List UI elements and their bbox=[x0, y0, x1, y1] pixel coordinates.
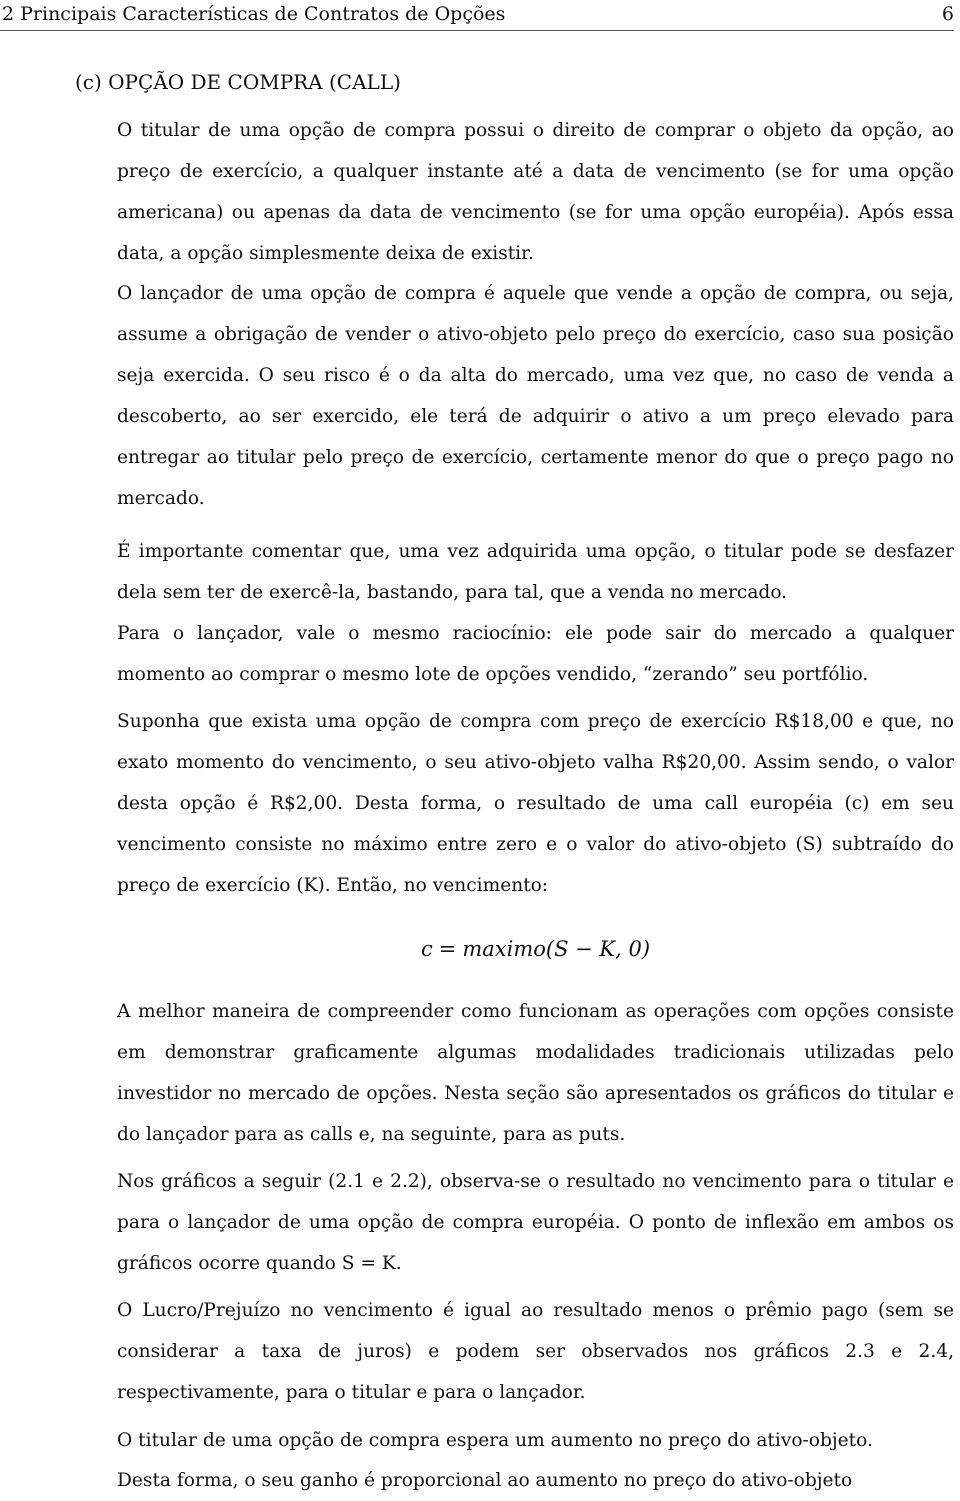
paragraph-profit-loss: O Lucro/Prejuízo no vencimento é igual ao resultado menos o prêmio pago (sem se considerar a taxa de juros) e podem ser observados nos gráficos 2.3 e 2.4, respectivamente, para o titular e para o lançador. bbox=[117, 1300, 954, 1403]
paragraph-holder-gain: Desta forma, o seu ganho é proporcional ao aumento no preço do ativo-objeto bbox=[117, 1470, 853, 1491]
chapter-title: 2 Principais Características de Contratos de Opções bbox=[2, 3, 506, 25]
subsection-heading: (c) OPÇÃO DE COMPRA (CALL) bbox=[75, 70, 401, 94]
paragraph-figures: Nos gráficos a seguir (2.1 e 2.2), observa-se o resultado no vencimento para o titular e para o lançador de uma opção de compra européia. O ponto de inflexão em ambos os gráficos ocorre quando S = K. bbox=[117, 1171, 954, 1274]
equation-sign: = bbox=[438, 937, 457, 961]
page-number: 6 bbox=[941, 3, 954, 25]
equation-lhs: c bbox=[420, 937, 433, 961]
paragraph-call-definition: O titular de uma opção de compra possui o direito de comprar o objeto da opção, ao preço de exercício, a qualquer instante até a data de vencimento (se for uma opção americana) ou apenas da data de vencimento (se for uma opção européia). Após essa data, a opção simplesmente deixa de existir. bbox=[117, 120, 954, 264]
equation-rhs: maximo(S − K, 0) bbox=[462, 937, 651, 961]
paragraph-writer-exit: Para o lançador, vale o mesmo raciocínio: ele pode sair do mercado a qualquer momento ao comprar o mesmo lote de opções vendido, “zerando” seu portfólio. bbox=[117, 623, 954, 685]
paragraph-holder-expectation: O titular de uma opção de compra espera um aumento no preço do ativo-objeto. bbox=[117, 1430, 873, 1451]
paragraph-graphs-intro: A melhor maneira de compreender como funcionam as operações com opções consiste em demonstrar graficamente algumas modalidades tradicionais utilizadas pelo investidor no mercado de opções. Nesta seção são apresentados os gráficos do titular e do lançador para as calls e, na seguinte, para as puts. bbox=[117, 1001, 954, 1145]
paragraph-holder-exit: É importante comentar que, uma vez adquirida uma opção, o titular pode se desfazer dela sem ter de exercê-la, bastando, para tal, que a venda no mercado. bbox=[117, 541, 954, 603]
paragraph-writer: O lançador de uma opção de compra é aquele que vende a opção de compra, ou seja, assume a obrigação de vender o ativo-objeto pelo preço do exercício, caso sua posição seja exercida. O seu risco é o da alta do mercado, uma vez que, no caso de venda a descoberto, ao ser exercido, ele terá de adquirir o ativo a um preço elevado para entregar ao titular pelo preço de exercício, certamente menor do que o preço pago no mercado. bbox=[117, 283, 954, 509]
running-header bbox=[0, 0, 954, 31]
paragraph-example: Suponha que exista uma opção de compra com preço de exercício R$18,00 e que, no exato momento do vencimento, o seu ativo-objeto valha R$20,00. Assim sendo, o valor desta opção é R$2,00. Desta forma, o resultado de uma call européia (c) em seu vencimento consiste no máximo entre zero e o valor do ativo-objeto (S) subtraído do preço de exercício (K). Então, no vencimento: bbox=[117, 711, 954, 896]
payoff-equation bbox=[117, 929, 954, 969]
